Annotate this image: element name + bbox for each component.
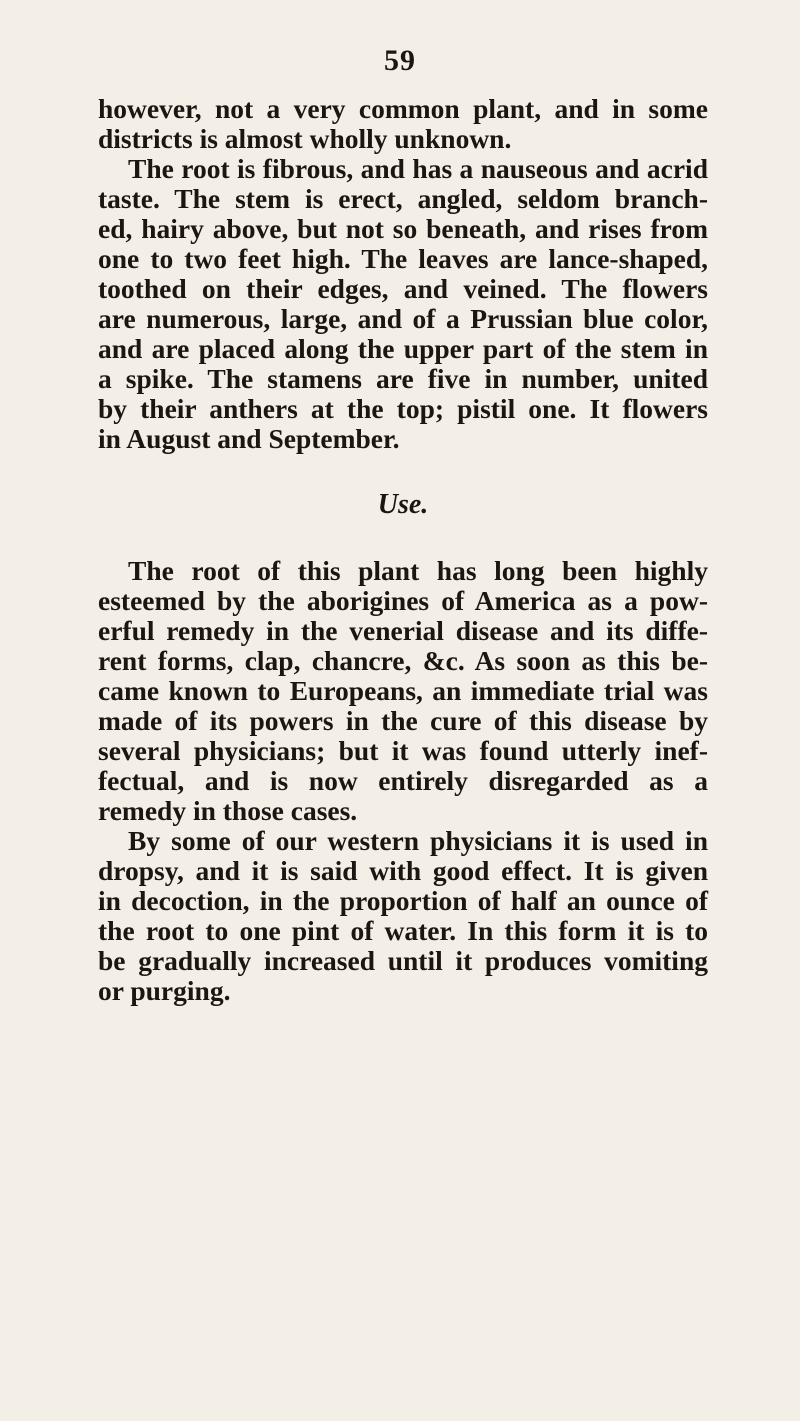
text-line: are numerous, large, and of a Prussian blue color, <box>98 303 708 334</box>
body-text <box>98 94 708 1006</box>
text-line: in decoction, in the proportion of half an ounce of <box>98 885 708 916</box>
text-line: taste. The stem is erect, angled, seldom branch- <box>98 183 708 214</box>
text-line: dropsy, and it is said with good effect. It is given <box>98 855 708 886</box>
text-line: The root of this plant has long been highly <box>128 555 708 586</box>
text-line: be gradually increased until it produces vomiting <box>98 945 708 976</box>
text-line: or purging. <box>98 975 231 1006</box>
text-line: several physicians; but it was found utterly inef- <box>98 735 708 766</box>
text-line: the root to one pint of water. In this form it is to <box>98 915 708 946</box>
text-line: By some of our western physicians it is used in <box>128 825 708 856</box>
section-heading: Use. <box>377 489 429 520</box>
text-line: remedy in those cases. <box>98 795 358 826</box>
text-line: a spike. The stamens are five in number, united <box>98 363 708 394</box>
text-line: esteemed by the aborigines of America as a pow- <box>98 585 708 616</box>
text-line: The root is fibrous, and has a nauseous and acrid <box>128 153 708 184</box>
text-line: and are placed along the upper part of the stem in <box>98 333 708 364</box>
text-line: in August and September. <box>98 423 400 454</box>
text-line: fectual, and is now entirely disregarded as a <box>98 765 708 796</box>
text-line: one to two feet high. The leaves are lance-shaped, <box>98 243 708 274</box>
text-line: made of its powers in the cure of this disease by <box>98 705 708 736</box>
text-line: districts is almost wholly unknown. <box>98 123 512 154</box>
text-line: by their anthers at the top; pistil one. It flowers <box>98 393 708 424</box>
text-line: erful remedy in the venerial disease and its diffe- <box>98 615 708 646</box>
text-line: rent forms, clap, chancre, &c. As soon as this be- <box>98 645 708 676</box>
text-line: however, not a very common plant, and in some <box>98 93 708 124</box>
page-number: 59 <box>384 44 416 77</box>
text-line: ed, hairy above, but not so beneath, and rises from <box>98 213 708 244</box>
text-line: came known to Europeans, an immediate trial was <box>98 675 708 706</box>
text-line: toothed on their edges, and veined. The flowers <box>98 273 708 304</box>
